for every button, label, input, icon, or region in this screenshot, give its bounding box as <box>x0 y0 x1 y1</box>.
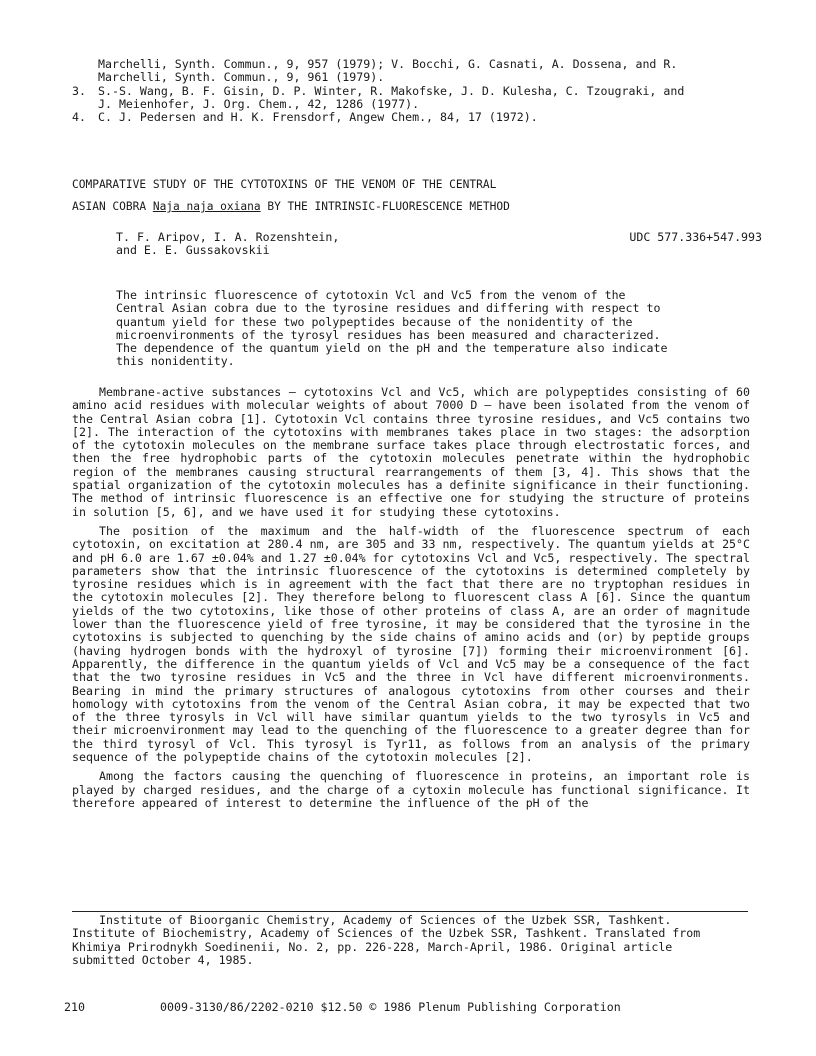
author-line: and E. E. Gussakovskii <box>116 243 270 258</box>
title-line <box>72 200 752 213</box>
title-suffix: BY THE INTRINSIC-FLUORESCENCE METHOD <box>260 200 510 213</box>
article-title <box>72 178 752 213</box>
article-body <box>72 386 750 816</box>
body-paragraph: Among the factors causing the quenching of fluorescence in proteins, an important role is played by charged residues, and the charge of a cytoxin molecule has functional significance. It therefore appeared of interest to determine the influence of the pH of the <box>72 769 750 810</box>
affiliation-footnote: Institute of Bioorganic Chemistry, Academy of Sciences of the Uzbek SSR, Tashkent. Institute of Biochemistry, Academy of Sciences of the Uzbek SSR, Tashkent. Translated from Khimiya Prirodnykh Soedinenii, No. 2, pp. 226-228, March-April, 1986. Original article submitted October 4, 1985. <box>72 913 701 967</box>
copyright-line: 0009-3130/86/2202-0210 $12.50 © 1986 Plenum Publishing Corporation <box>160 1000 621 1014</box>
reference-list <box>72 58 762 124</box>
title-prefix: ASIAN COBRA <box>72 200 153 213</box>
body-paragraph: Membrane-active substances – cytotoxins Vcl and Vc5, which are polypeptides consisting of 60 amino acid residues with molecular weights of about 7000 D – have been isolated from the venom of the Central Asian cobra [1]. Cytotoxin Vcl contains three tyrosine residues, and Vc5 contains two [2]. The interaction of the cytotoxins with membranes takes place in two stages: the adsorption of the cytotoxin molecules on the membrane surface takes place through electrostatic forces, and then the free hydrophobic parts of the cytotoxin molecules penetrate within the hydrophobic region of the membranes causing structural rearrangements of them [3, 4]. This shows that the spatial organization of the cytotoxin molecules has a definite significance in their functioning. The method of intrinsic fluorescence is an effective one for studying the structure of proteins in solution [5, 6], and we have used it for studying these cytotoxins. <box>72 385 750 519</box>
reference-line: Marchelli, Synth. Commun., 9, 961 (1979). <box>98 70 385 85</box>
reference-item <box>72 111 762 124</box>
page-number: 210 <box>64 1000 85 1014</box>
reference-line: C. J. Pedersen and H. K. Frensdorf, Angew Chem., 84, 17 (1972). <box>98 110 538 125</box>
udc-code: UDC 577.336+547.993 <box>629 230 762 244</box>
author-list <box>116 231 476 258</box>
author-line: T. F. Aripov, I. A. Rozenshtein, <box>116 230 340 244</box>
reference-number: 4. <box>72 110 86 125</box>
reference-line: Marchelli, Synth. Commun., 9, 957 (1979); V. Bocchi, G. Casnati, A. Dossena, and R. <box>98 57 678 71</box>
body-paragraph: The position of the maximum and the half-width of the fluorescence spectrum of each cytotoxin, on excitation at 280.4 nm, are 305 and 33 nm, respectively. The quantum yields at 25°C and pH 6.0 are 1.67 ±0.04% and 1.27 ±0.04% for cytotoxins Vcl and Vc5, respectively. The spectral parameters show that the intrinsic fluorescence of the cytotoxins is determined completely by tyrosine residues which is in agreement with the fact that there are no tryptophan residues in the cytotoxin molecules [2]. They therefore belong to fluorescent class A [6]. Since the quantum yields of the two cytotoxins, like those of other proteins of class A, are an order of magnitude lower than the fluorescence yield of free tyrosine, it may be considered that the tyrosine in the cytotoxins is subjected to quenching by the side chains of amino acids and (or) by peptide groups (having hydrogen bonds with the hydroxyl of tyrosine [7]) forming their microenvironment [6]. Apparently, the difference in the quantum yields of Vcl and Vc5 may be a consequence of the fact that the two tyrosine residues in Vc5 and the three in Vcl have different microenvironments. Bearing in mind the primary structures of analogous cytotoxins from other courses and their homology with cytotoxins from the venom of the Central Asian cobra, it may be expected that two of the three tyrosyls in Vcl will have similar quantum yields to the two tyrosyls in Vc5 and their microenvironment may lead to the quenching of the fluorescence to a greater degree than for the third tyrosyl of Vcl. This tyrosyl is Tyr11, as follows from an analysis of the primary sequence of the polypeptide chains of the cytotoxin molecules [2]. <box>72 523 750 765</box>
abstract: The intrinsic fluorescence of cytotoxin Vcl and Vc5 from the venom of the Central Asian cobra due to the tyrosine residues and differing with respect to quantum yield for these two polypeptides because of the nonidentity of the microenvironments of the tyrosyl residues has been measured and characterized. The dependence of the quantum yield on the pH and the temperature also indicate this nonidentity. <box>116 288 668 369</box>
footnote-divider <box>72 911 748 912</box>
reference-item <box>72 58 762 85</box>
reference-number: 3. <box>72 83 86 98</box>
reference-item <box>72 85 762 112</box>
reference-line: S.-S. Wang, B. F. Gisin, D. P. Winter, R. Makofske, J. D. Kulesha, C. Tzougraki, and <box>98 83 685 98</box>
species-name: Naja naja oxiana <box>152 200 261 213</box>
reference-line: J. Meienhofer, J. Org. Chem., 42, 1286 (1977). <box>98 96 420 111</box>
title-line: COMPARATIVE STUDY OF THE CYTOTOXINS OF THE VENOM OF THE CENTRAL <box>72 178 497 191</box>
